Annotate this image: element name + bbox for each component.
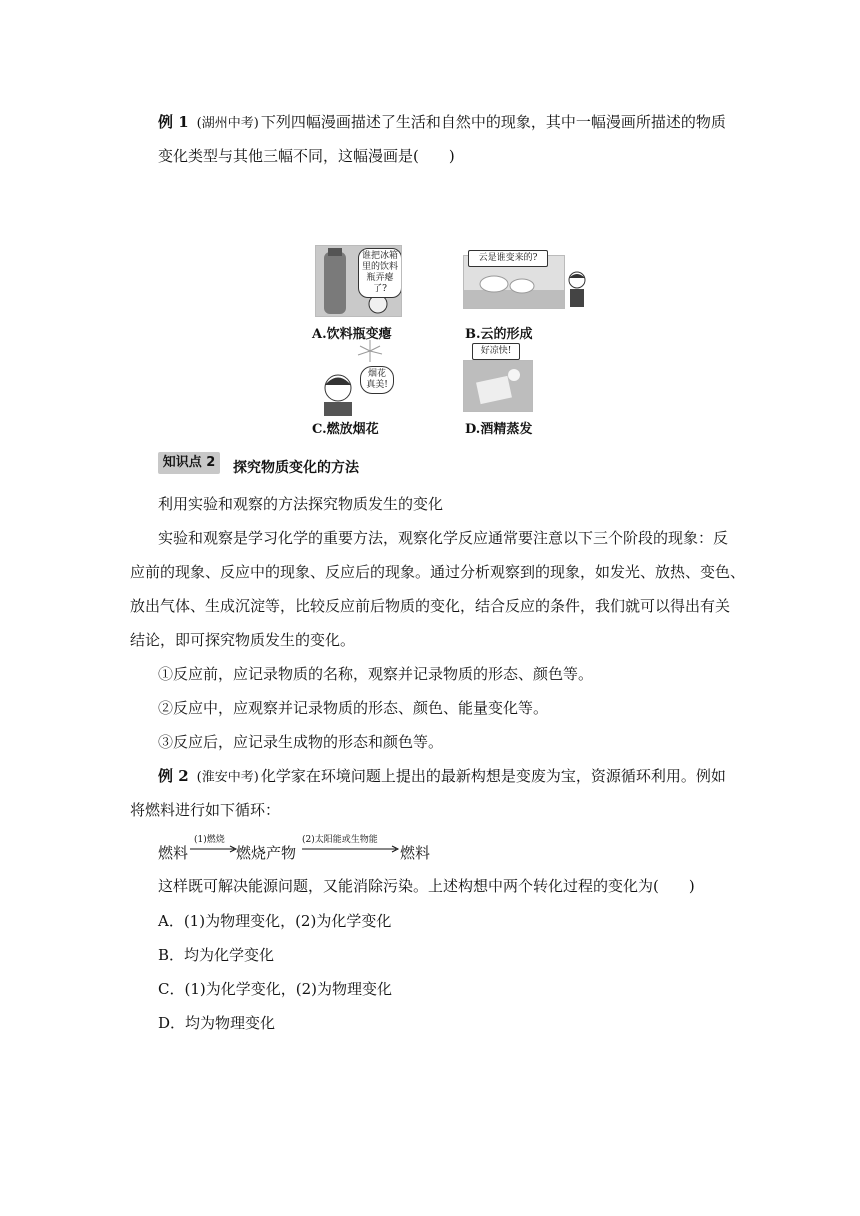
example1-line1 bbox=[158, 112, 726, 134]
option-a: A．(1)为物理变化，(2)为化学变化 bbox=[158, 912, 392, 930]
panel-b-bubble: 云是谁变来的? bbox=[468, 250, 548, 267]
body-line-4: 结论，即可探究物质发生的变化。 bbox=[130, 631, 356, 649]
panel-d-caption: D.酒精蒸发 bbox=[465, 422, 533, 437]
cycle-arrow1-label: (1)燃烧 bbox=[194, 835, 225, 845]
cycle-arrow2 bbox=[302, 845, 400, 853]
option-b: B．均为化学变化 bbox=[158, 946, 275, 964]
option-c: C．(1)为化学变化，(2)为物理变化 bbox=[158, 980, 392, 998]
panel-c-caption: C.燃放烟花 bbox=[312, 422, 379, 437]
panel-d-bubble: 好凉快! bbox=[472, 343, 520, 360]
knowledge-point-badge: 知识点 2 bbox=[158, 452, 220, 474]
cycle-middle: 燃烧产物 bbox=[236, 844, 297, 862]
panel-c-bubble: 烟花真美! bbox=[360, 366, 394, 394]
cycle-end: 燃料 bbox=[400, 844, 431, 862]
body-line-7: ③反应后，应记录生成物的形态和颜色等。 bbox=[158, 733, 444, 751]
example2-label: 例 2 bbox=[158, 767, 189, 785]
cycle-start: 燃料 bbox=[158, 844, 189, 862]
fuel-cycle bbox=[158, 835, 478, 868]
cycle-arrow1 bbox=[190, 845, 238, 853]
panel-d-image bbox=[463, 360, 533, 412]
example2-question: 这样既可解决能源问题，又能消除污染。上述构想中两个转化过程的变化为( ) bbox=[158, 877, 695, 895]
boy-b-illustration bbox=[565, 270, 589, 310]
example2-line2: 将燃料进行如下循环： bbox=[130, 801, 281, 819]
hand-alcohol-illustration bbox=[464, 361, 532, 411]
body-line-5: ①反应前，应记录物质的名称，观察并记录物质的形态、颜色等。 bbox=[158, 665, 594, 683]
example1-label: 例 1 bbox=[158, 113, 189, 131]
example2-stem-1: 化学家在环境问题上提出的最新构想是变废为宝，资源循环利用。例如 bbox=[260, 767, 726, 785]
example2-line1 bbox=[158, 766, 726, 788]
cycle-arrow2-label: (2)太阳能或生物能 bbox=[302, 835, 378, 845]
option-d: D．均为物理变化 bbox=[158, 1014, 276, 1032]
example2-source: (淮安中考) bbox=[196, 770, 259, 785]
fireworks-illustration bbox=[355, 338, 385, 364]
body-line-1: 实验和观察是学习化学的重要方法，观察化学反应通常要注意以下三个阶段的现象：反 bbox=[158, 529, 729, 547]
example1-source: (湖州中考) bbox=[196, 116, 259, 131]
panel-a-caption: A.饮料瓶变瘪 bbox=[312, 327, 392, 342]
body-line-6: ②反应中，应观察并记录物质的形态、颜色、能量变化等。 bbox=[158, 699, 549, 717]
panel-a-bubble: 谁把冰箱里的饮料瓶弄瘪了? bbox=[358, 248, 402, 298]
example1-line2: 变化类型与其他三幅不同，这幅漫画是( ) bbox=[158, 147, 455, 165]
knowledge-point-title: 探究物质变化的方法 bbox=[233, 460, 359, 476]
body-line-3: 放出气体、生成沉淀等，比较反应前后物质的变化，结合反应的条件，我们就可以得出有关 bbox=[130, 597, 731, 615]
cartoon-figure bbox=[300, 240, 600, 440]
body-line-2: 应前的现象、反应中的现象、反应后的现象。通过分析观察到的现象，如发光、放热、变色、 bbox=[130, 563, 746, 581]
boy-c-illustration bbox=[318, 372, 358, 416]
panel-b-caption: B.云的形成 bbox=[465, 327, 533, 342]
panel-a-image bbox=[315, 245, 402, 317]
body-line-0: 利用实验和观察的方法探究物质发生的变化 bbox=[158, 495, 444, 513]
example1-stem-1: 下列四幅漫画描述了生活和自然中的现象，其中一幅漫画所描述的物质 bbox=[260, 113, 726, 131]
